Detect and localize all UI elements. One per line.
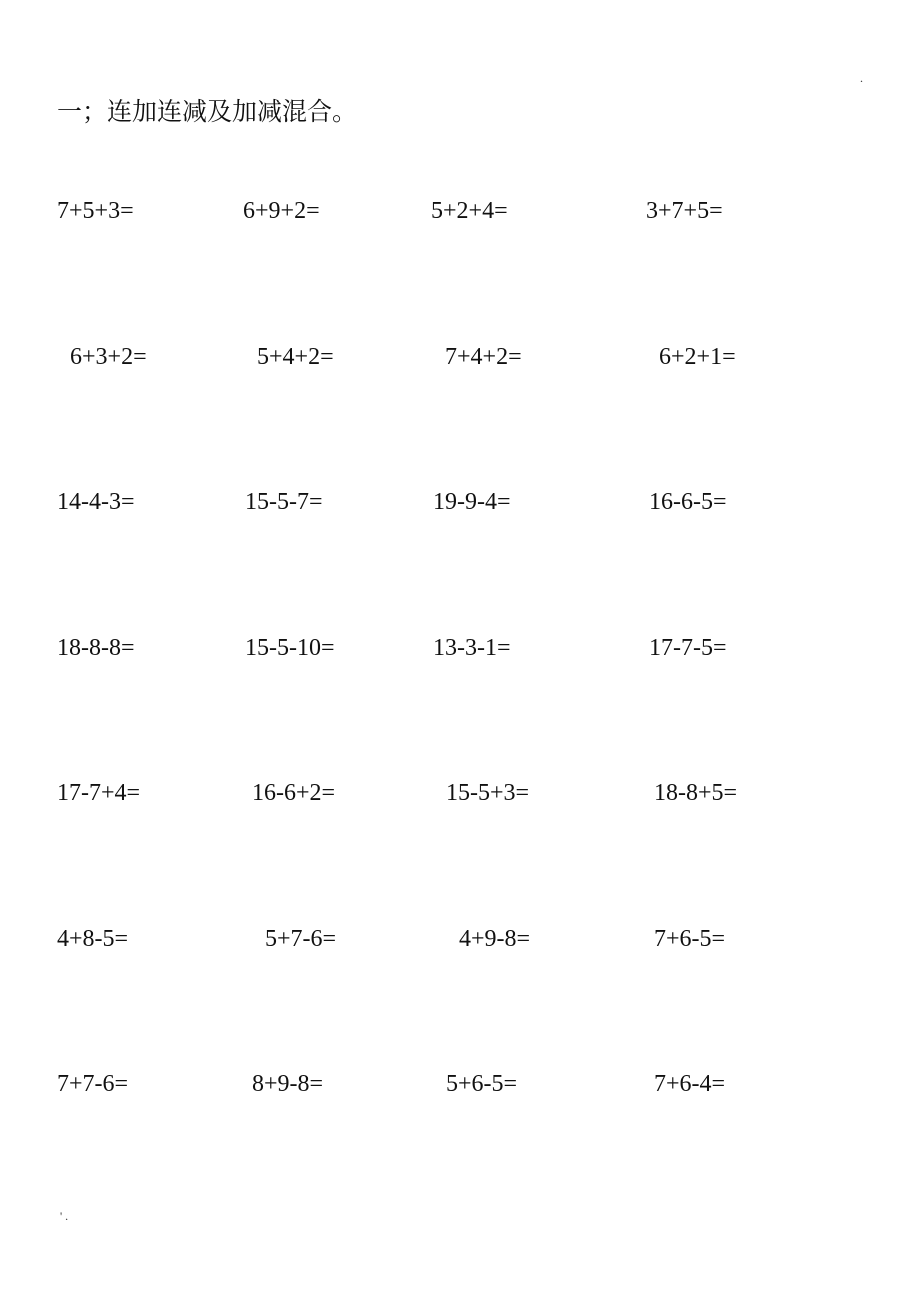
problem: 5+4+2= [257, 344, 334, 370]
problem: 5+7-6= [265, 926, 337, 952]
problem-row-3 [0, 484, 920, 520]
problem: 3+7+5= [646, 198, 723, 224]
problem: 6+2+1= [659, 344, 736, 370]
problem-row-6 [0, 921, 920, 957]
problem: 4+8-5= [57, 926, 129, 952]
problem: 5+2+4= [431, 198, 508, 224]
problem: 16-6+2= [252, 780, 336, 806]
problem: 17-7-5= [649, 635, 727, 661]
problem: 15-5+3= [446, 780, 530, 806]
problem: 5+6-5= [446, 1071, 518, 1097]
problem: 18-8-8= [57, 635, 135, 661]
problem-row-7 [0, 1066, 920, 1102]
page-footer-mark: ' . [60, 1209, 69, 1223]
section-heading: 一；连加连减及加减混合。 [57, 97, 358, 126]
problem: 7+6-4= [654, 1071, 726, 1097]
page-corner-mark: . [860, 71, 863, 85]
problem: 17-7+4= [57, 780, 141, 806]
problem: 7+4+2= [445, 344, 522, 370]
problem: 7+5+3= [57, 198, 134, 224]
problem: 15-5-10= [245, 635, 335, 661]
problem: 14-4-3= [57, 489, 135, 515]
problem: 4+9-8= [459, 926, 531, 952]
problem: 15-5-7= [245, 489, 323, 515]
problem: 18-8+5= [654, 780, 738, 806]
problem-row-2 [0, 339, 920, 375]
problem: 6+3+2= [70, 344, 147, 370]
problem-row-1 [0, 193, 920, 229]
problem: 8+9-8= [252, 1071, 324, 1097]
problem-row-4 [0, 630, 920, 666]
problem: 19-9-4= [433, 489, 511, 515]
problem: 16-6-5= [649, 489, 727, 515]
problem: 13-3-1= [433, 635, 511, 661]
problem: 7+7-6= [57, 1071, 129, 1097]
problem: 6+9+2= [243, 198, 320, 224]
problem-row-5 [0, 775, 920, 811]
problem: 7+6-5= [654, 926, 726, 952]
